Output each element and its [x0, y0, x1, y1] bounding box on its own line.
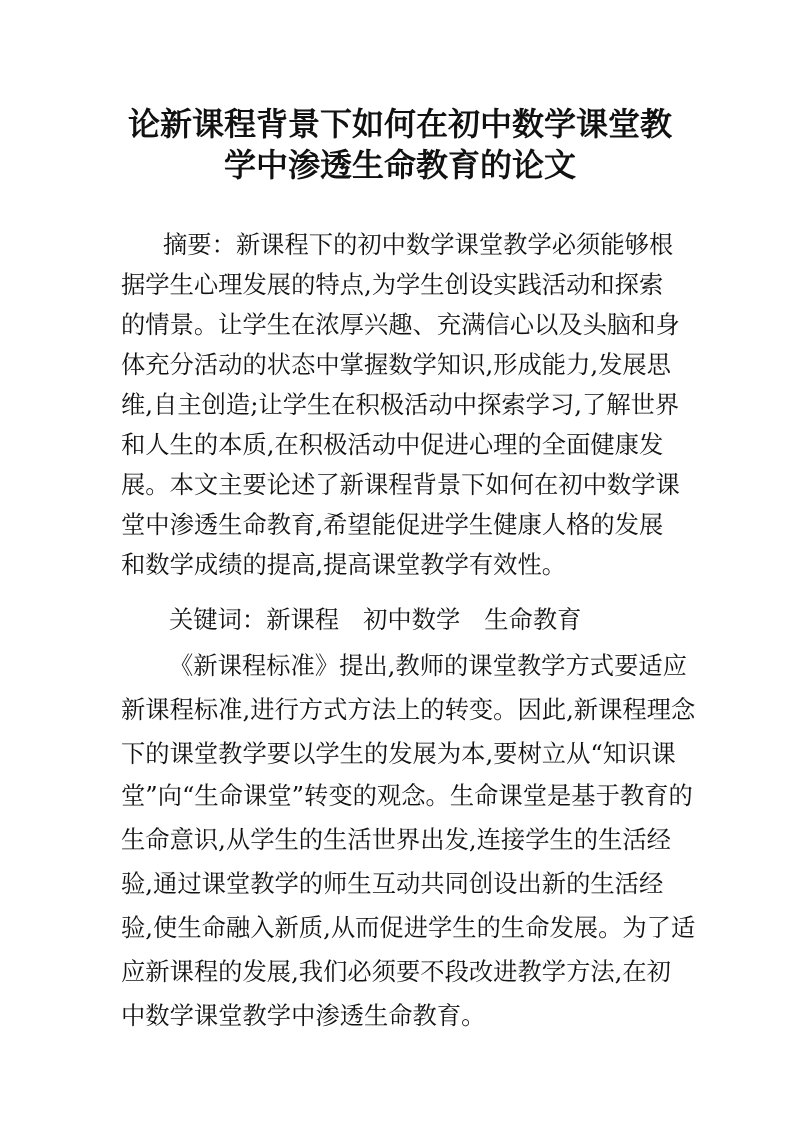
- abstract-line-8: 堂中渗透生命教育,希望能促进学生健康人格的发展: [121, 510, 664, 539]
- intro-line-6: 验,通过课堂教学的师生互动共同创设出新的生活经: [121, 869, 664, 898]
- intro-line-2: 新课程标准,进行方式方法上的转变。因此,新课程理念: [121, 695, 696, 724]
- intro-line-3: 下的课堂教学要以学生的发展为本,要树立从“知识课: [121, 739, 676, 768]
- abstract-line-3: 的情景。让学生在浓厚兴趣、充满信心以及头脑和身: [121, 310, 680, 339]
- intro-line-9: 中数学课堂教学中渗透生命教育。: [121, 1001, 486, 1030]
- abstract-line-6: 和人生的本质,在积极活动中促进心理的全面健康发: [121, 430, 664, 459]
- intro-line-1: 《新课程标准》提出,教师的课堂教学方式要适应: [169, 651, 687, 680]
- intro-line-4: 堂”向“生命课堂”转变的观念。生命课堂是基于教育的: [121, 781, 693, 810]
- abstract-line-5: 维,自主创造;让学生在积极活动中探索学习,了解世界: [121, 390, 680, 419]
- document-title-line-1: 论新课程背景下如何在初中数学课堂教: [127, 105, 672, 143]
- intro-line-8: 应新课程的发展,我们必须要不段改进教学方法,在初: [121, 957, 671, 986]
- intro-line-5: 生命意识,从学生的生活世界出发,连接学生的生活经: [121, 825, 671, 854]
- keywords-line: [169, 600, 581, 640]
- abstract-line-4: 体充分活动的状态中掌握数学知识,形成能力,发展思: [121, 350, 671, 379]
- keyword-item: 新课程: [266, 605, 340, 634]
- document-title-line-2: 学中渗透生命教育的论文: [223, 146, 576, 184]
- keywords-label: 关键词：: [169, 605, 267, 634]
- intro-line-7: 验,使生命融入新质,从而促进学生的生命发展。为了适: [121, 913, 696, 942]
- keyword-item: 生命教育: [484, 605, 582, 634]
- abstract-line-2: 据学生心理发展的特点,为学生创设实践活动和探索: [121, 270, 664, 299]
- keyword-item: 初中数学: [363, 605, 461, 634]
- abstract-line-1: 摘要：新课程下的初中数学课堂教学必须能够根: [163, 230, 674, 259]
- abstract-line-7: 展。本文主要论述了新课程背景下如何在初中数学课: [121, 470, 680, 499]
- abstract-line-9: 和数学成绩的提高,提高课堂教学有效性。: [121, 550, 567, 579]
